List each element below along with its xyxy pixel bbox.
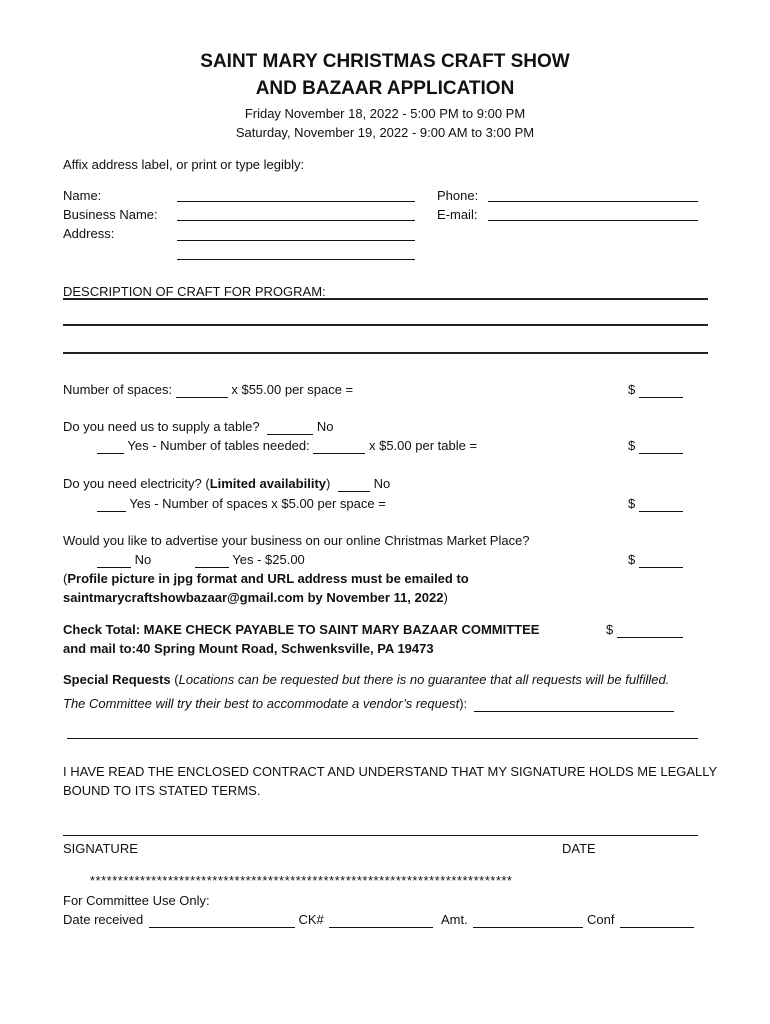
phone-label: Phone: [437,188,479,203]
advertise-no-label: No [134,552,152,567]
spaces-count-field[interactable] [176,383,228,398]
description-line-3[interactable] [63,352,708,354]
dollar-sign: $ [628,552,636,567]
table-yes-label: Yes - Number of tables needed: [127,438,310,453]
spaces-rate: x $55.00 per space = [231,382,354,397]
advertise-no-field[interactable] [97,553,131,568]
address-field-line2[interactable] [177,245,415,260]
profile-note-text2: saintmarycraftshowbazaar@gmail.com by November 11, 2022 [63,590,444,605]
electricity-paren: ) [326,476,331,491]
spaces-label: Number of spaces: [63,382,173,397]
spaces-total-field[interactable] [639,383,683,398]
amount-label: Amt. [441,912,468,927]
check-total [606,622,683,638]
electricity-no-field[interactable] [338,477,370,492]
advertise-total [628,552,683,568]
description-line-2[interactable] [63,324,708,326]
special-requests-line2 [63,696,674,712]
spaces-total [628,382,683,398]
address-instruction: Affix address label, or print or type legibly: [63,157,305,172]
name-label: Name: [63,188,102,203]
signature-line[interactable] [63,835,698,836]
description-label: DESCRIPTION OF CRAFT FOR PROGRAM: [63,284,326,299]
form-title-line2: AND BAZAAR APPLICATION [255,78,515,99]
advertise-options-row [97,552,305,568]
committee-fields-row [63,912,694,928]
electricity-yes-row [97,496,386,512]
signature-label: SIGNATURE [63,841,138,856]
date-received-label: Date received [63,912,144,927]
mailing-address: and mail to:40 Spring Mount Road, Schwenksville, PA 19473 [63,641,434,656]
electricity-question-row [63,476,390,492]
committee-heading: For Committee Use Only: [63,893,210,908]
advertise-yes-label: Yes - $25.00 [232,552,305,567]
table-question: Do you need us to supply a table? [63,419,260,434]
check-total-instruction: Check Total: MAKE CHECK PAYABLE TO SAINT MARY BAZAAR COMMITTEE [63,622,540,637]
paren-open: ( [63,571,68,586]
advertise-yes-field[interactable] [195,553,229,568]
table-total [628,438,683,454]
address-label: Address: [63,226,115,241]
date-received-field[interactable] [149,913,295,928]
profile-note-text1: Profile picture in jpg format and URL address must be emailed to [67,571,469,586]
check-total-field[interactable] [617,623,683,638]
table-yes-field[interactable] [97,439,124,454]
special-requests-label: Special Requests [63,672,171,687]
advertise-total-field[interactable] [639,553,683,568]
dollar-sign: $ [628,438,636,453]
name-field[interactable] [177,187,415,202]
agreement-line2: BOUND TO ITS STATED TERMS. [63,783,261,798]
email-field[interactable] [488,206,698,221]
amount-field[interactable] [473,913,583,928]
separator-stars: **************************************************************************** [90,873,513,888]
paren-open: ( [170,672,179,687]
table-count-field[interactable] [313,439,365,454]
profile-note-line2 [63,590,448,605]
special-requests-note1: Locations can be requested but there is no guarantee that all requests will be fulfilled. [178,672,670,687]
dollar-sign: $ [628,382,636,397]
table-no-label: No [316,419,334,434]
check-number-label: CK# [298,912,324,927]
electricity-no-label: No [373,476,391,491]
electricity-total [628,496,683,512]
special-requests-field[interactable] [474,697,674,712]
table-no-field[interactable] [267,420,313,435]
special-requests-line-extra[interactable] [67,738,698,739]
special-requests-note2: The Committee will try their best to accommodate a vendor’s request [63,696,460,711]
business-name-label: Business Name: [63,207,158,222]
electricity-yes-label: Yes - Number of spaces x $5.00 per space = [129,496,386,511]
agreement-line1: I HAVE READ THE ENCLOSED CONTRACT AND UNDERSTAND THAT MY SIGNATURE HOLDS ME LEGALLY [63,764,718,779]
spaces-row [63,382,353,398]
electricity-yes-field[interactable] [97,497,126,512]
electricity-total-field[interactable] [639,497,683,512]
description-line-1[interactable] [63,298,708,300]
business-name-field[interactable] [177,206,415,221]
conf-field[interactable] [620,913,694,928]
date-label: DATE [562,841,596,856]
check-number-field[interactable] [329,913,433,928]
table-rate: x $5.00 per table = [369,438,478,453]
table-yes-row [97,438,477,454]
address-field-line1[interactable] [177,226,415,241]
dollar-sign: $ [606,622,614,637]
dollar-sign: $ [628,496,636,511]
email-label: E-mail: [437,207,478,222]
special-requests-line1 [63,672,669,687]
advertise-question: Would you like to advertise your business on our online Christmas Market Place? [63,533,530,548]
profile-note-line1 [63,571,469,586]
table-total-field[interactable] [639,439,683,454]
paren-close: ) [443,590,448,605]
conf-label: Conf [587,912,615,927]
paren-close: ): [459,696,468,711]
limited-availability: Limited availability [209,476,327,491]
event-date-saturday: Saturday, November 19, 2022 - 9:00 AM to 3:00 PM [235,125,535,140]
electricity-question: Do you need electricity? ( [63,476,210,491]
form-title-line1: SAINT MARY CHRISTMAS CRAFT SHOW [200,51,570,72]
phone-field[interactable] [488,187,698,202]
table-question-row [63,419,333,435]
event-date-friday: Friday November 18, 2022 - 5:00 PM to 9:00 PM [244,106,526,121]
